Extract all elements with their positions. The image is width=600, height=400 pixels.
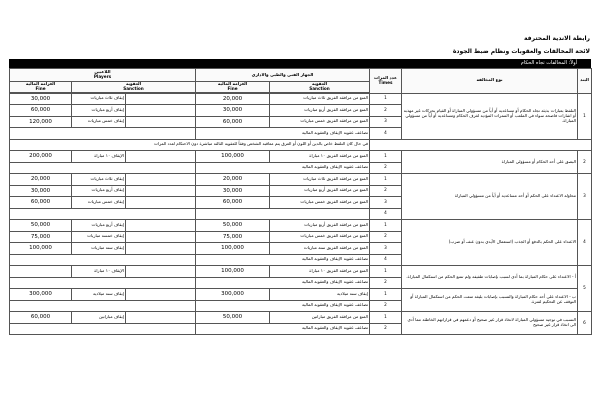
times-cell: 1 <box>370 93 402 105</box>
player-fine-cell: 30,000 <box>10 93 72 105</box>
staff-sanction-cell: المنع من مرافقة الفريق أربع مباريات <box>270 220 370 232</box>
empty-cell <box>10 323 196 335</box>
staff-sanction-cell: المنع من مرافقة الفريق ١٠ مباراة <box>270 266 370 278</box>
spacer-cell <box>126 151 196 163</box>
note-cell: تضاعف عقوبة الإيقاف والعقوبة المالية <box>196 162 370 174</box>
spacer-cell <box>126 105 196 117</box>
staff-sanction-cell: إيقاف سنة ميلادية <box>270 289 370 301</box>
note-cell: تضاعف عقوبة الإيقاف والعقوبة المالية <box>196 128 370 140</box>
times-cell: 3 <box>370 243 402 255</box>
staff-fine-cell: 300,000 <box>196 289 270 301</box>
staff-fine-cell: 30,000 <box>196 105 270 117</box>
times-cell: 2 <box>370 105 402 117</box>
item-number-cell: 4 <box>578 220 592 266</box>
header-staff: الجهاز الفني والطبي والاداري <box>196 69 370 82</box>
times-cell: 4 <box>370 208 402 220</box>
player-sanction-cell: الإيقاف ١٠ مباراة <box>72 151 126 163</box>
times-cell: 3 <box>370 116 402 128</box>
spacer-cell <box>126 289 196 301</box>
empty-cell <box>10 128 196 140</box>
empty-cell <box>370 139 592 151</box>
times-cell: 1 <box>370 174 402 186</box>
player-fine-cell: 60,000 <box>10 105 72 117</box>
table-body <box>10 93 592 335</box>
table-row <box>10 266 592 278</box>
staff-fine-cell: 60,000 <box>196 116 270 128</box>
player-sanction-cell: إيقاف خمسة مباريات <box>72 231 126 243</box>
item-number-cell: 5 <box>578 266 592 312</box>
header-times: عدد المرات Times <box>370 69 402 94</box>
times-cell: 3 <box>370 197 402 209</box>
violation-description-cell <box>402 289 578 312</box>
header-player-fine: الغرامة المالية Fine <box>10 82 72 93</box>
staff-fine-cell: 20,000 <box>196 93 270 105</box>
spacer-cell <box>126 266 196 278</box>
note-cell: تضاعف عقوبة الإيقاف والعقوبة المالية <box>196 254 370 266</box>
times-cell: 1 <box>370 312 402 324</box>
staff-sanction-cell: المنع من مرافقة الفريق أربع مباريات <box>270 105 370 117</box>
spacer-cell <box>126 93 196 105</box>
violation-description-cell: التسبب في توجيه مسؤولي المباراة لاتخاذ قرار غير صحيح أو دعمهم في قراراتهم الخاطئة مما أدى الى اتخاذ قرار غير صحيح <box>402 312 578 335</box>
player-sanction-cell: إيقاف ستة مباريات <box>72 243 126 255</box>
header-staff-sanction: العقوبة Sanction <box>270 82 370 93</box>
player-fine-cell <box>10 266 72 278</box>
staff-fine-cell: 50,000 <box>196 220 270 232</box>
staff-fine-cell: 100,000 <box>196 151 270 163</box>
player-fine-cell: 30,000 <box>10 185 72 197</box>
spacer-cell <box>126 197 196 209</box>
table-row <box>10 151 592 163</box>
player-sanction-cell: إيقاف خمس مباريات <box>72 116 126 128</box>
document-subtitle: لائحة المخالفات والعقوبات ونظام ضبط الجودة <box>452 48 590 55</box>
staff-sanction-cell: المنع من مرافقة الفريق ستة مباريات <box>270 243 370 255</box>
player-fine-cell: 75,000 <box>10 231 72 243</box>
table-row <box>10 220 592 232</box>
player-fine-cell: 60,000 <box>10 312 72 324</box>
staff-sanction-cell: المنع من مرافقة الفريق ثلاث مباريات <box>270 174 370 186</box>
table-row <box>10 312 592 324</box>
times-cell: 1 <box>370 220 402 232</box>
violations-table <box>9 68 592 335</box>
section-title: أولاً: المخالفات تجاه الحكام <box>520 60 577 66</box>
player-sanction-cell: إيقاف سنة ميلادية <box>72 289 126 301</box>
header-no: البند <box>578 69 592 94</box>
player-fine-cell: 120,000 <box>10 116 72 128</box>
header-player-sanction: العقوبة Sanction <box>72 82 196 93</box>
header-staff-fine: الغرامة المالية Fine <box>196 82 270 93</box>
note-cell: تضاعف عقوبة الإيقاف والعقوبة المالية <box>196 277 370 289</box>
staff-sanction-cell: المنع من مرافقة الفريق ١٠ مباراة <box>270 151 370 163</box>
staff-fine-cell: 75,000 <box>196 231 270 243</box>
staff-fine-cell: 50,000 <box>196 312 270 324</box>
item-number-cell: 2 <box>578 151 592 174</box>
section-title-bar <box>9 59 591 68</box>
player-sanction-cell: إيقاف مباراتين <box>72 312 126 324</box>
staff-fine-cell: 60,000 <box>196 197 270 209</box>
table-header <box>10 69 592 94</box>
empty-cell <box>10 300 196 312</box>
player-sanction-cell: إيقاف أربع مباريات <box>72 105 126 117</box>
times-cell: 2 <box>370 277 402 289</box>
player-fine-cell: 300,000 <box>10 289 72 301</box>
times-cell: 2 <box>370 323 402 335</box>
spacer-cell <box>126 185 196 197</box>
table-row <box>10 289 592 301</box>
item-number-cell: 3 <box>578 174 592 220</box>
violation-description-cell: البصق على أحد الحكام أو مسؤولي المباراة <box>402 151 578 174</box>
times-cell: 4 <box>370 254 402 266</box>
player-fine-cell: 20,000 <box>10 174 72 186</box>
player-fine-cell: 200,000 <box>10 151 72 163</box>
empty-cell <box>10 162 196 174</box>
item-number-cell: 1 <box>578 93 592 139</box>
staff-sanction-cell: المنع من مرافقة الفريق خمس مباريات <box>270 231 370 243</box>
staff-fine-cell: 100,000 <box>196 243 270 255</box>
violation-description-cell: الاعتداء على الحكم بالدفع أو الجذب (استعمال الأيدي بدون عنف أو ضرب) <box>402 220 578 266</box>
staff-sanction-cell: المنع من مرافقة الفريق أربع مباريات <box>270 185 370 197</box>
note-cell: تضاعف عقوبة الإيقاف والعقوبة المالية <box>196 300 370 312</box>
player-sanction-cell: إيقاف ثلاث مباريات <box>72 174 126 186</box>
player-sanction-cell: إيقاف أربع مباريات <box>72 185 126 197</box>
table-row <box>10 139 592 151</box>
empty-cell <box>10 254 196 266</box>
player-fine-cell: 100,000 <box>10 243 72 255</box>
spacer-cell <box>126 243 196 255</box>
staff-sanction-cell: المنع من مرافقة الفريق خمس مباريات <box>270 116 370 128</box>
empty-cell <box>10 277 196 289</box>
times-cell: 2 <box>370 231 402 243</box>
table-row <box>10 93 592 105</box>
times-cell: 1 <box>370 289 402 301</box>
violation-description-cell <box>402 266 578 289</box>
org-title: رابطة الاندية المحترفة <box>524 35 590 42</box>
times-cell: 2 <box>370 300 402 312</box>
player-sanction-cell: الإيقاف ١٠ مباراة <box>72 266 126 278</box>
header-players: اللاعبين Players <box>10 69 196 82</box>
times-cell: 2 <box>370 162 402 174</box>
violation-description-cell: التلفظ بعبارات بذيئة تجاه الحكام أو مساعديه أو أياً من مسؤولي المباراة أو القيام بحركات غير مهذبة أو اشارات فاضحة سواء في الملعب أو الممرات المؤدية لغرف الحكام ومساعديه أو أياً من مسؤولي المباراة. <box>402 93 578 139</box>
spacer-cell <box>126 312 196 324</box>
empty-cell <box>10 208 196 220</box>
header-violation-type: نوع المخالفة <box>402 69 578 94</box>
table-row <box>10 174 592 186</box>
violation-description-cell: محاولة الاعتداء على الحكم أو أحد مساعديه أو أياً من مسؤولي المباراة <box>402 174 578 220</box>
spacer-cell <box>126 174 196 186</box>
times-cell: 2 <box>370 185 402 197</box>
note-cell: تضاعف عقوبة الإيقاف والعقوبة المالية <box>196 323 370 335</box>
sub-item-letter: ب - <box>567 294 576 300</box>
player-fine-cell: 60,000 <box>10 197 72 209</box>
times-cell: 1 <box>370 151 402 163</box>
note-cell <box>196 208 370 220</box>
spacer-cell <box>126 116 196 128</box>
player-fine-cell: 50,000 <box>10 220 72 232</box>
spacer-cell <box>126 231 196 243</box>
sub-item-text: الاعتداء على أحد حكام المباراة والتسبب بإصابات بليغة منعت الحكم من استكمال المباراة أو التوقف عن التحكيم لفترة. <box>410 294 576 305</box>
player-sanction-cell: إيقاف خمس مباريات <box>72 197 126 209</box>
item-number-cell: 6 <box>578 312 592 335</box>
player-sanction-cell: إيقاف ثلاث مباريات <box>72 93 126 105</box>
times-cell: 4 <box>370 128 402 140</box>
sub-item-letter: أ - <box>570 273 576 279</box>
player-sanction-cell: إيقاف أربع مباريات <box>72 220 126 232</box>
spacer-cell <box>126 220 196 232</box>
staff-fine-cell: 30,000 <box>196 185 270 197</box>
times-cell: 1 <box>370 266 402 278</box>
staff-fine-cell: 100,000 <box>196 266 270 278</box>
staff-sanction-cell: المنع من مرافقة الفريق مباراتين <box>270 312 370 324</box>
sub-item-text: الاعتداء على حكام المباراة بما أدى لسبب بإصابات طفيفة ولم تمنع الحكم من استكمال المباراة. <box>406 273 571 279</box>
staff-sanction-cell: المنع من مرافقة الفريق ثلاث مباريات <box>270 93 370 105</box>
staff-fine-cell: 20,000 <box>196 174 270 186</box>
staff-sanction-cell: المنع من مرافقة الفريق خمس مباريات <box>270 197 370 209</box>
note-cell: في حال كان التلفظ خاص بالدين أو اللون أو العرق يتم معاقبة الشخص وفقاً للعقوبة الثالثة مباشرة دون الاحتكام لعدد المرات <box>10 139 370 151</box>
